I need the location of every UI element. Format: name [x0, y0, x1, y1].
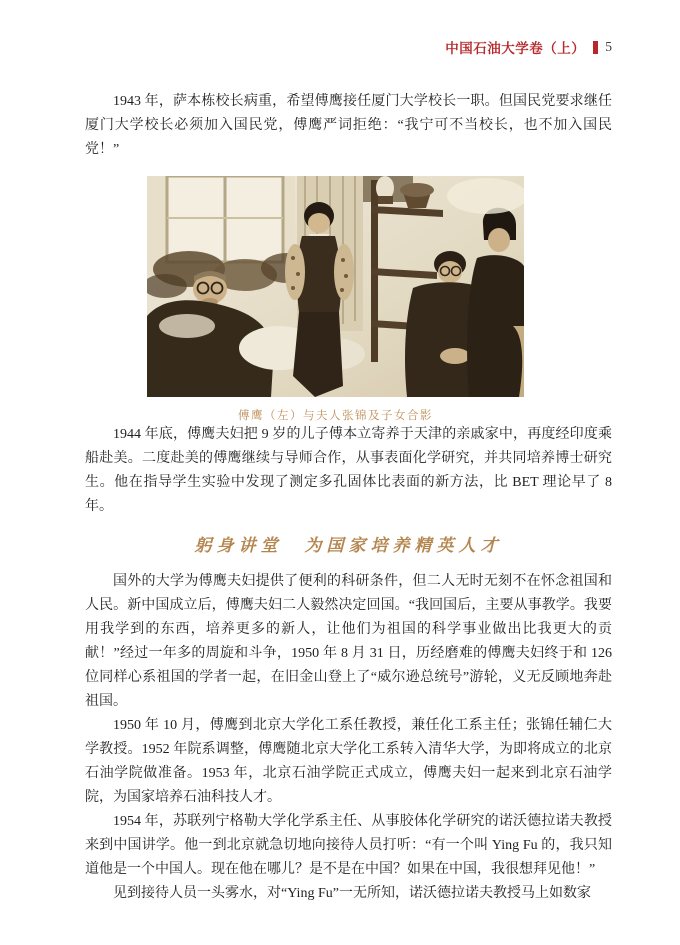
paragraph-3: 国外的大学为傅鹰夫妇提供了便利的科研条件，但二人无时无刻不在怀念祖国和人民。新中国成立后，傅鹰夫妇二人毅然决定回国。“我回国后，主要从事教学。我要用我学到的东西，培养更多的新人，让他们为祖国的科学事业做出比我更大的贡献！”经过一年多的周旋和斗争，1950 年 8 月 31 日，历经磨难的傅鹰夫妇终于和 126 位同样心系祖国的学者一起，在旧金山登上了“威尔逊总统号”游轮，义无反顾地奔赴祖国。 — [85, 574, 612, 709]
header-divider-bar — [593, 41, 598, 54]
family-photo-figure — [147, 176, 524, 423]
photo-caption: 傅鹰（左）与夫人张锦及子女合影 — [238, 410, 433, 422]
family-photo — [147, 176, 524, 397]
section-heading: 躬身讲堂 为国家培养精英人才 — [194, 536, 503, 555]
running-head-title: 中国石油大学卷（上） — [445, 41, 586, 56]
paragraph-1: 1943 年，萨本栋校长病重，希望傅鹰接任厦门大学校长一职。但国民党要求继任厦门大学校长必须加入国民党，傅鹰严词拒绝：“我宁可不当校长，也不加入国民党！” — [85, 94, 612, 157]
paragraph-6: 见到接待人员一头雾水，对“Ying Fu”一无所知，诺沃德拉诺夫教授马上如数家 — [113, 886, 591, 901]
paragraph-2: 1944 年底，傅鹰夫妇把 9 岁的儿子傅本立寄养于天津的亲戚家中，再度经印度乘船赴美。二度赴美的傅鹰继续与导师合作，从事表面化学研究，并共同培养博士研究生。他在指导学生实验中发现了测定多孔固体比表面的新方法，比 BET 理论早了 8 年。 — [85, 427, 612, 514]
page-number: 5 — [605, 39, 612, 54]
page-header — [85, 38, 612, 56]
paragraph-4: 1950 年 10 月，傅鹰到北京大学化工系任教授，兼任化工系主任；张锦任辅仁大学教授。1952 年院系调整，傅鹰随北京大学化工系转入清华大学，为即将成立的北京石油学院做准备。1953 年，北京石油学院正式成立，傅鹰夫妇一起来到北京石油学院，为国家培养石油科技人才。 — [85, 718, 612, 805]
paragraph-5: 1954 年，苏联列宁格勒大学化学系主任、从事胶体化学研究的诺沃德拉诺夫教授来到中国讲学。他一到北京就急切地向接待人员打听：“有一个叫 Ying Fu 的，我只知道他是一个中国人。现在他在哪儿？是不是在中国？如果在中国，我很想拜见他！” — [85, 814, 612, 877]
